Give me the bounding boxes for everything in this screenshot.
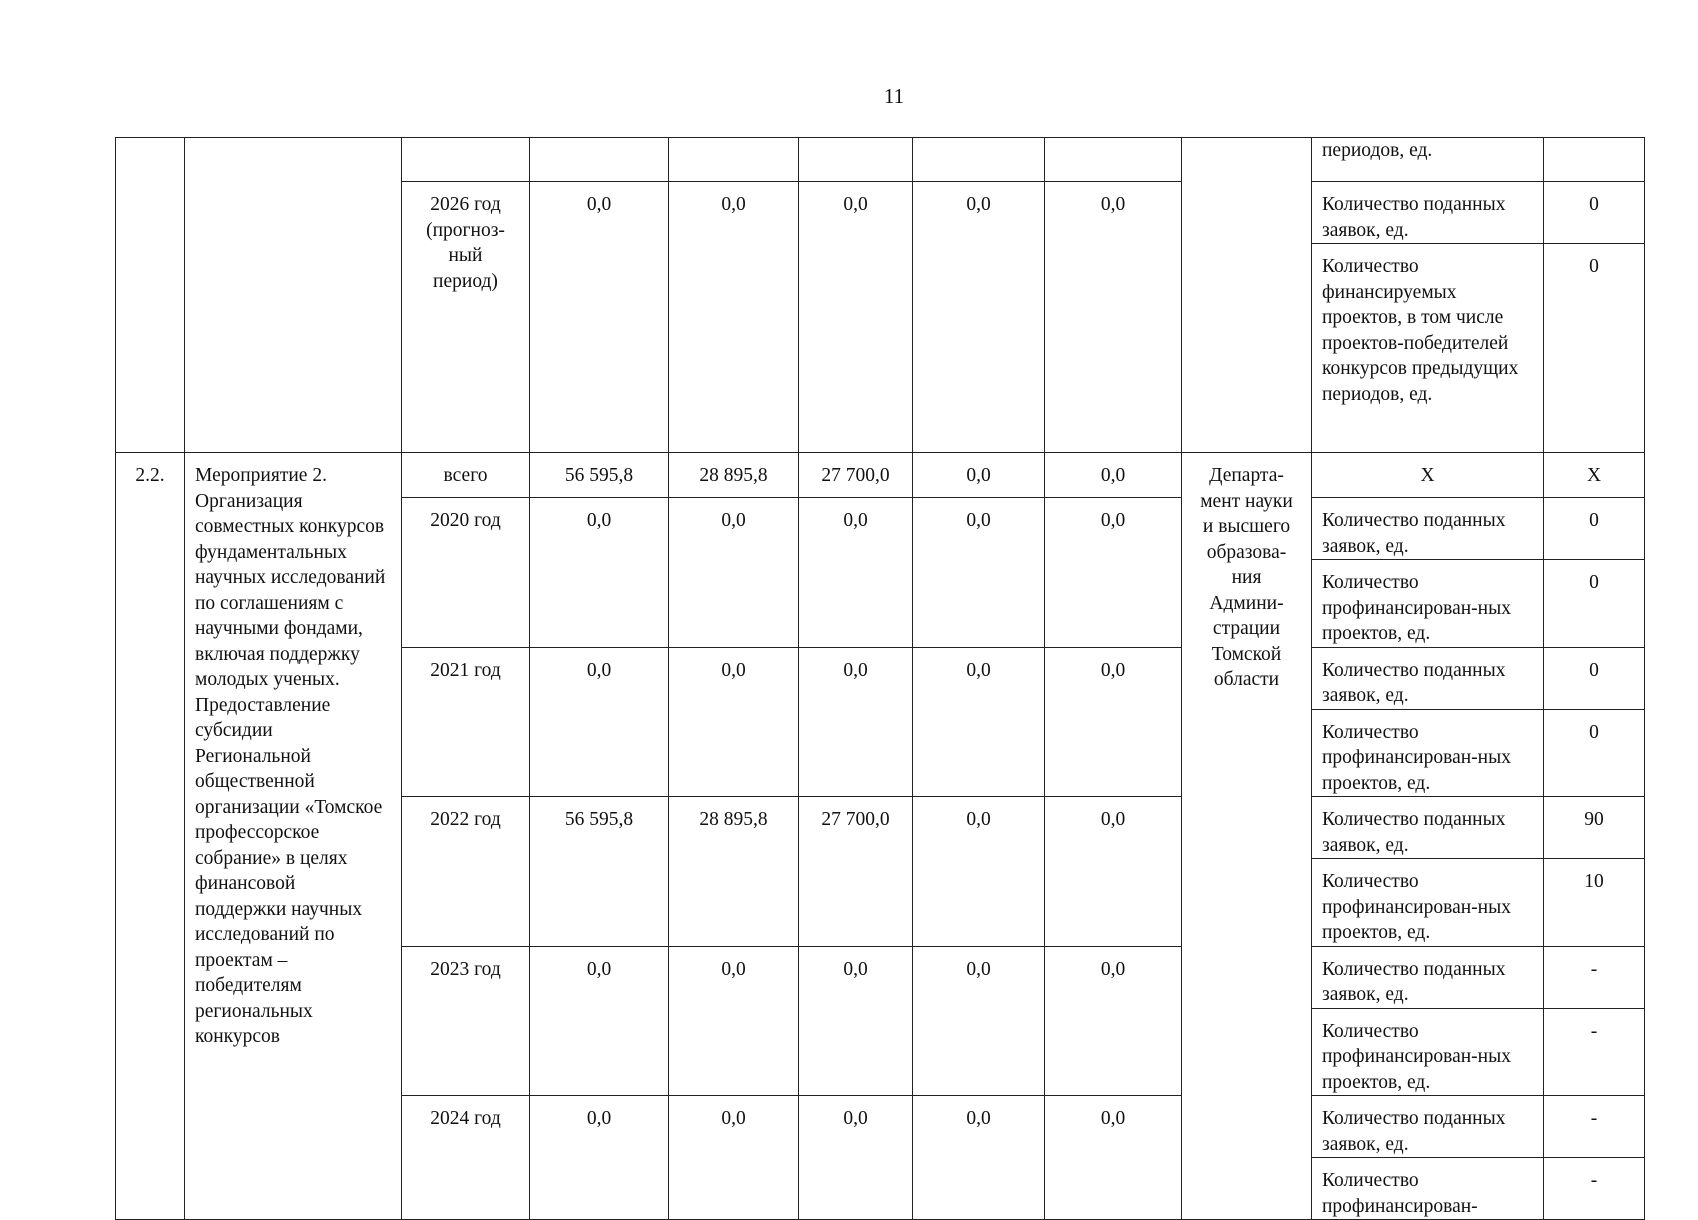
value-cell: 0,0 bbox=[530, 498, 669, 648]
indicator-value: 0 bbox=[1544, 560, 1645, 648]
value-cell: 0,0 bbox=[913, 1096, 1045, 1220]
indicator-value: Х bbox=[1544, 453, 1645, 498]
value-cell: 0,0 bbox=[1045, 498, 1182, 648]
value-cell-empty bbox=[530, 138, 669, 182]
indicator-value-empty bbox=[1544, 138, 1645, 182]
indicator-value: 0 bbox=[1544, 182, 1645, 244]
indicator-value: 0 bbox=[1544, 498, 1645, 560]
value-cell: 0,0 bbox=[1045, 182, 1182, 453]
value-cell: 0,0 bbox=[669, 946, 799, 1096]
value-cell: 0,0 bbox=[799, 946, 913, 1096]
value-cell: 0,0 bbox=[1045, 647, 1182, 797]
value-cell-empty bbox=[799, 138, 913, 182]
indicator-value: 0 bbox=[1544, 647, 1645, 709]
table-row bbox=[116, 453, 1645, 498]
value-cell: 0,0 bbox=[530, 1096, 669, 1220]
value-cell: 0,0 bbox=[669, 498, 799, 648]
indicator-name: Количество поданных заявок, ед. bbox=[1312, 797, 1544, 859]
total-value: 56 595,8 bbox=[530, 453, 669, 498]
year-cell-empty bbox=[402, 138, 530, 182]
value-cell: 0,0 bbox=[1045, 946, 1182, 1096]
value-cell: 0,0 bbox=[530, 647, 669, 797]
total-value: 0,0 bbox=[913, 453, 1045, 498]
indicator-value: 0 bbox=[1544, 709, 1645, 797]
year-label: 2024 год bbox=[402, 1096, 530, 1220]
value-cell: 0,0 bbox=[913, 182, 1045, 453]
measure-number: 2.2. bbox=[116, 453, 185, 1220]
indicator-value: 10 bbox=[1544, 859, 1645, 947]
indicator-value: - bbox=[1544, 1096, 1645, 1158]
year-label: 2020 год bbox=[402, 498, 530, 648]
indicator-name: Количество профинансирован- bbox=[1312, 1158, 1544, 1220]
value-cell: 0,0 bbox=[913, 946, 1045, 1096]
value-cell: 0,0 bbox=[799, 1096, 913, 1220]
indicator-value: 0 bbox=[1544, 244, 1645, 453]
value-cell: 0,0 bbox=[1045, 797, 1182, 947]
value-cell: 0,0 bbox=[799, 647, 913, 797]
indicator-name: Количество поданных заявок, ед. bbox=[1312, 946, 1544, 1008]
indicator-name: Количество профинансирован-ных проектов, ед. bbox=[1312, 859, 1544, 947]
total-value: 27 700,0 bbox=[799, 453, 913, 498]
indicator-name: Количество поданных заявок, ед. bbox=[1312, 498, 1544, 560]
indicator-name: периодов, ед. bbox=[1312, 138, 1544, 182]
value-cell: 0,0 bbox=[1045, 1096, 1182, 1220]
table-row bbox=[116, 138, 1645, 182]
value-cell: 0,0 bbox=[530, 946, 669, 1096]
value-cell: 0,0 bbox=[799, 498, 913, 648]
value-cell: 0,0 bbox=[799, 182, 913, 453]
total-label: всего bbox=[402, 453, 530, 498]
total-value: 0,0 bbox=[1045, 453, 1182, 498]
executor: Департа- мент науки и высшего образова- ния Админи- страции Томской области bbox=[1182, 453, 1312, 1220]
value-cell-empty bbox=[1045, 138, 1182, 182]
year-label: 2021 год bbox=[402, 647, 530, 797]
indicator-name: Х bbox=[1312, 453, 1544, 498]
value-cell: 0,0 bbox=[913, 797, 1045, 947]
value-cell: 56 595,8 bbox=[530, 797, 669, 947]
value-cell: 28 895,8 bbox=[669, 797, 799, 947]
year-label: 2023 год bbox=[402, 946, 530, 1096]
value-cell: 0,0 bbox=[913, 647, 1045, 797]
indicator-name: Количество профинансирован-ных проектов, ед. bbox=[1312, 1008, 1544, 1096]
total-value: 28 895,8 bbox=[669, 453, 799, 498]
value-cell-empty bbox=[913, 138, 1045, 182]
executor-cell-empty bbox=[1182, 138, 1312, 453]
indicator-value: 90 bbox=[1544, 797, 1645, 859]
indicator-value: - bbox=[1544, 1008, 1645, 1096]
year-label: 2022 год bbox=[402, 797, 530, 947]
number-cell-empty bbox=[116, 138, 185, 453]
indicator-name: Количество поданных заявок, ед. bbox=[1312, 1096, 1544, 1158]
indicator-value: - bbox=[1544, 1158, 1645, 1220]
value-cell: 0,0 bbox=[669, 647, 799, 797]
value-cell-empty bbox=[669, 138, 799, 182]
indicator-name: Количество поданных заявок, ед. bbox=[1312, 182, 1544, 244]
indicator-name: Количество поданных заявок, ед. bbox=[1312, 647, 1544, 709]
value-cell: 0,0 bbox=[669, 182, 799, 453]
indicator-name: Количество профинансирован-ных проектов, ед. bbox=[1312, 560, 1544, 648]
program-table bbox=[115, 137, 1645, 1220]
indicator-name: Количество финансируемых проектов, в том числе проектов-победителей конкурсов предыдущих периодов, ед. bbox=[1312, 244, 1544, 453]
value-cell: 0,0 bbox=[669, 1096, 799, 1220]
indicator-name: Количество профинансирован-ных проектов, ед. bbox=[1312, 709, 1544, 797]
value-cell: 0,0 bbox=[913, 498, 1045, 648]
indicator-value: - bbox=[1544, 946, 1645, 1008]
value-cell: 0,0 bbox=[530, 182, 669, 453]
page-number: 11 bbox=[883, 84, 905, 108]
description-cell-empty bbox=[185, 138, 402, 453]
year-label: 2026 год (прогноз- ный период) bbox=[402, 182, 530, 453]
value-cell: 27 700,0 bbox=[799, 797, 913, 947]
measure-description: Мероприятие 2. Организация совместных конкурсов фундаментальных научных исследований по соглашениям с научными фондами, включая поддержку молодых ученых. Предоставление субсидии Региональной общественной организации «Томское профессорское собрание» в целях финансовой поддержки научных исследований по проектам – победителям региональных конкурсов bbox=[185, 453, 402, 1220]
